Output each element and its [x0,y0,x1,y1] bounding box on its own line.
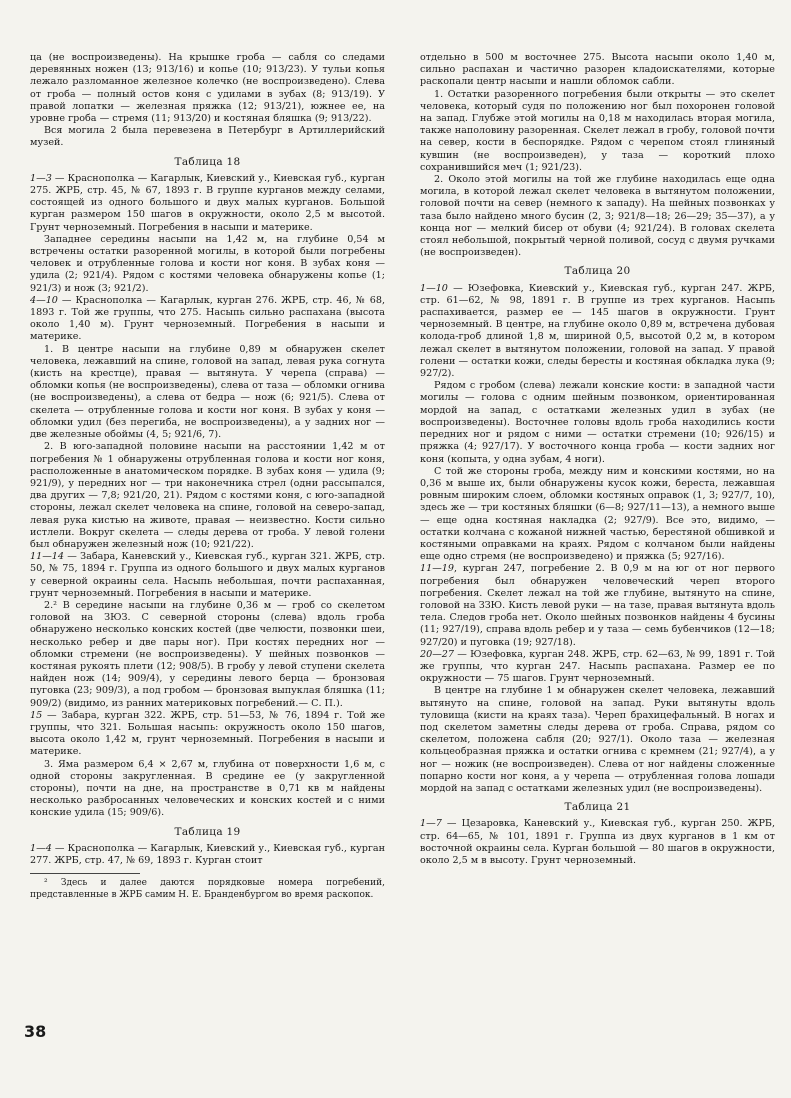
paragraph: 1. Остатки разоренного погребения были открыты — это скелет человека, который судя по положению ног был похоронен головой на запад. Глубже этой могилы на 0,18 м находилась вторая могила, также наполовину разоренная. Скелет лежал в гробу, головой почти на север, кости в беспорядке. Рядом с черепом стоял глиняный кувшин (не воспроизведен), у таза — короткий плохо сохранившийся меч (1; 921/23). [420,88,775,173]
paragraph: Рядом с гробом (слева) лежали конские кости: в западной части могилы — голова с одним шейным позвонком, ориентированная мордой на запад, с остатками железных удил в зубах (не воспроизведены). Восточнее головы вдоль гроба находились кости передних ног и рядом с ними — остатки стремени (10; 926/15) и пряжка (4; 927/17). У восточного конца гроба — кости задних ног коня (копыта, у одна зубам, 4 ноги). [420,380,775,465]
entry-number: 20—27 [420,648,455,660]
entry [420,563,775,648]
entry-number: 11—14 [30,551,65,563]
left-column [30,52,385,901]
paragraph: 2.² В середине насыпи на глубине 0,36 м — гроб со скелетом головой на ЗЮЗ. С северной стороны (слева) вдоль гроба обнаружено несколько конских костей (две челюсти, позвонки шеи, несколько ребер и две пары ног). При костях передних ног — обломки стремени (не воспроизведены). У шейных позвонков — костяная рукоять плети (12; 908/5). В гробу у левой ступени скелета найден нож (14; 909/4), у середины левого берца — бронзовая пуговка (23; 909/3), а под гробом — бронзовая выпуклая бляшка (11; 909/2) (видимо, из ранних материковых погребений.— С. П.). [30,599,385,709]
page-number: 38 [24,1022,47,1041]
entry-number: 1—4 [30,842,52,854]
entry-text: — Забара, Каневский у., Киевская губ., курган 321. ЖРБ, стр. 50, № 75, 1894 г. Группа из одного большого и двух малых курганов у северной окраины села. Насыпь небольшая, почти распаханная, грунт черноземный. Погребения в насыпи и материке. [30,551,385,599]
paragraph: 1. В центре насыпи на глубине 0,89 м обнаружен скелет человека, лежавший на спине, головой на запад, левая рука согнута (кисть на крестце), правая — вытянута. У черепа (справа) — обломки копья (не воспроизведены), слева от таза — обломки огнива (не воспроизведены), а слева от бедра — нож (6; 921/5). Слева от скелета — отрубленные голова и кости ног коня. В зубах у коня — обломки удил (без перегиба, не воспроизведены), а у задних ног — две железные обоймы (4, 5; 921/6, 7). [30,343,385,441]
entry-number: 1—3 [30,172,52,184]
paragraph: 2. Около этой могилы на той же глубине находилась еще одна могила, в которой лежал скелет человека в вытянутом положении, головой почти на север (немного к западу). На шейных позвонках у таза было найдено много бусин (2, 3; 921/8—18; 26—29; 35—37), а у конца ног — мелкий бисер от обуви (4; 921/24). В головах скелета стоял небольшой, покрытый черной поливой, сосуд с двумя ручками (не воспроизведен). [420,174,775,259]
entry-text: — Краснополка — Кагарлык, Киевский у., Киевская губ., курган 277. ЖРБ, стр. 47, № 69, 1893 г. Курган стоит [30,842,385,866]
table-heading: Таблица 19 [174,825,241,838]
table-heading: Таблица 20 [564,265,631,278]
footnote: ² Здесь и далее даются порядковые номера погребений, представленные в ЖРБ самим Н. Е. Бранденбургом во время раскопок. [30,878,385,900]
entry [30,173,385,234]
right-column [420,52,775,867]
entry [30,551,385,600]
entry-number: 15 [30,709,43,721]
entry-text: — Юзефовка, Киевский у., Киевская губ., курган 247. ЖРБ, стр. 61—62, № 98, 1891 г. В группе из трех курганов. Насыпь распахивается, размер ее — 145 шагов в окружности. Грунт черноземный. В центре, на глубине около 0,89 м, встречена дубовая колода-гроб длиной 1,8 м, шириной 0,5, высотой 0,2 м, в котором лежал скелет в вытянутом положении, головой на запад. У правой голени — остатки кожи, следы бересты и костяная обкладка лука (9; 927/2). [420,282,775,380]
paragraph: 2. В юго-западной половине насыпи на расстоянии 1,42 м от погребения № 1 обнаружены отрубленная голова и кости ног коня, расположенные в анатомическом порядке. В зубах коня — удила (9; 921/9), у передних ног — три наконечника стрел (одни рассыпался, два других — 7,8; 921/20, 21). Рядом с костями коня, с юго-западной стороны, лежал скелет человека на спине, головой на северо-запад, левая рука кистью на животе, правая — неизвестно. Кости сильно истлели. Вокруг скелета — следы дерева от гроба. У левой голени был обнаружен железный нож (10; 921/22). [30,441,385,550]
entry-number: 1—10 [420,282,448,294]
entry-text: — Забара, курган 322. ЖРБ, стр. 51—53, № 76, 1894 г. Той же группы, что 321. Большая насыпь: окружность около 150 шагов, высота около 1,42 м, грунт черноземный. Погребения в насыпи и материке. [30,709,385,758]
entry-text: — Юзефовка, курган 248. ЖРБ, стр. 62—63, № 99, 1891 г. Той же группы, что курган 247. Насыпь распахана. Размер ее по окружности — 75 шагов. Грунт черноземный. [420,648,775,685]
entry-number: 11—19 [420,563,455,575]
paragraph: 3. Яма размером 6,4 × 2,67 м, глубина от поверхности 1,6 м, с одной стороны закругленная. В средине ее (у закругленной стороны), почти на дне, на пространстве в 0,71 кв м найдены несколько разбросанных человеческих и конских костей и с ними конские удила (15; 909/6). [30,758,385,819]
entry [30,843,385,867]
entry-text: , курган 247, погребение 2. В 0,9 м на юг от ног первого погребения был обнаружен человеческий череп второго погребения. Скелет лежал на той же глубине, вытянуто на спине, головой на ЗЗЮ. Кисть левой руки — на тазе, правая вытянута вдоль тела. Следов гроба нет. Около шейных позвонков найдены 4 бусины (11; 927/19), справа вдоль ребер и у таза — семь бубенчиков (12—18; 927/20) и пуговка (19; 927/18). [420,563,775,648]
paragraph: ца (не воспроизведены). На крышке гроба — сабля со следами деревянных ножен (13; 913/16) и копье (10; 913/23). У тульи копья лежало разломанное железное колечко (не воспроизведено). Слева от гроба — полный остов коня с удилами в зубах (8; 913/19). У правой лопатки — железная пряжка (12; 913/21), южнее ее, на уровне гроба — стремя (11; 913/20) и костяная бляшка (9; 913/22). [30,52,385,125]
entry [30,710,385,759]
table-heading: Таблица 21 [564,801,631,814]
entry [420,818,775,867]
entry [420,283,775,381]
paragraph: С той же стороны гроба, между ним и конскими костями, но на 0,36 м выше их, были обнаружены кусок кожи, береста, лежавшая ровным широким слоем, обломки костяных оправок (1, 3; 927/7, 10), здесь же — три костяных бляшки (6—8; 927/11—13), а немного выше — еще одна костяная накладка (2; 927/9). Все это, видимо, — остатки колчана с кожаной нижней частью, берестяной обшивкой и костяными оправками на краях. Рядом с колчаном были найдены еще одно стремя (не воспроизведено) и пряжка (5; 927/16). [420,465,775,563]
paragraph: Вся могила 2 была перевезена в Петербург в Артиллерийский музей. [30,125,385,149]
table-heading: Таблица 18 [174,155,241,168]
entry [420,649,775,686]
entry-number: 4—10 [30,294,58,306]
paragraph: В центре на глубине 1 м обнаружен скелет человека, лежавший вытянуто на спине, головой на запад. Руки вытянуты вдоль туловища (кисти на краях таза). Череп брахицефальный. В ногах и под скелетом заметны следы дерева от гроба. Справа, рядом со скелетом, положена сабля (20; 927/1). Около таза — железная кольцеобразная пряжка и остатки огнива с кремнем (21; 927/4), а у ног — ножик (не воспроизведен). Слева от ног найдены сложенные попарно кости ног коня, а у черепа — отрубленная голова лошади мордой на запад с остатками железных удил (не воспроизведены). [420,685,775,794]
entry-number: 1—7 [420,818,442,830]
entry [30,295,385,344]
entry-text: — Цезаровка, Каневский у., Киевская губ., курган 250. ЖРБ, стр. 64—65, № 101, 1891 г. Группа из двух курганов в 1 км от восточной окраины села. Курган большой — 80 шагов в окружности, около 2,5 м в высоту. Грунт черноземный. [420,818,775,866]
paragraph: отдельно в 500 м восточнее 275. Высота насыпи около 1,40 м, сильно распахан и частично разорен кладоискателями, которые раскопали центр насыпи и нашли обломок сабли. [420,52,775,88]
paragraph: Западнее середины насыпи на 1,42 м, на глубине 0,54 м встречены остатки разоренной могилы, в которой были погребены человек и отрубленные голова и кости ног коня. В зубах коня — удила (2; 921/4). Рядом с костями человека обнаружены копье (1; 921/3) и нож (3; 921/2). [30,233,385,294]
entry-text: — Краснополка — Кагарлык, Киевский у., Киевская губ., курган 275. ЖРБ, стр. 45, № 67, 1893 г. В группе курганов между селами, состоящей из одного большого и двух малых курганов. Большой курган размером 150 шагов в окружности, около 2,5 м высотой. Грунт черноземный. Погребения в насыпи и материке. [30,172,385,233]
entry-text: — Краснополка — Кагарлык, курган 276. ЖРБ, стр. 46, № 68, 1893 г. Той же группы, что 275. Насыпь сильно распахана (высота около 1,40 м). Грунт черноземный. Погребения в насыпи и материке. [30,294,385,343]
